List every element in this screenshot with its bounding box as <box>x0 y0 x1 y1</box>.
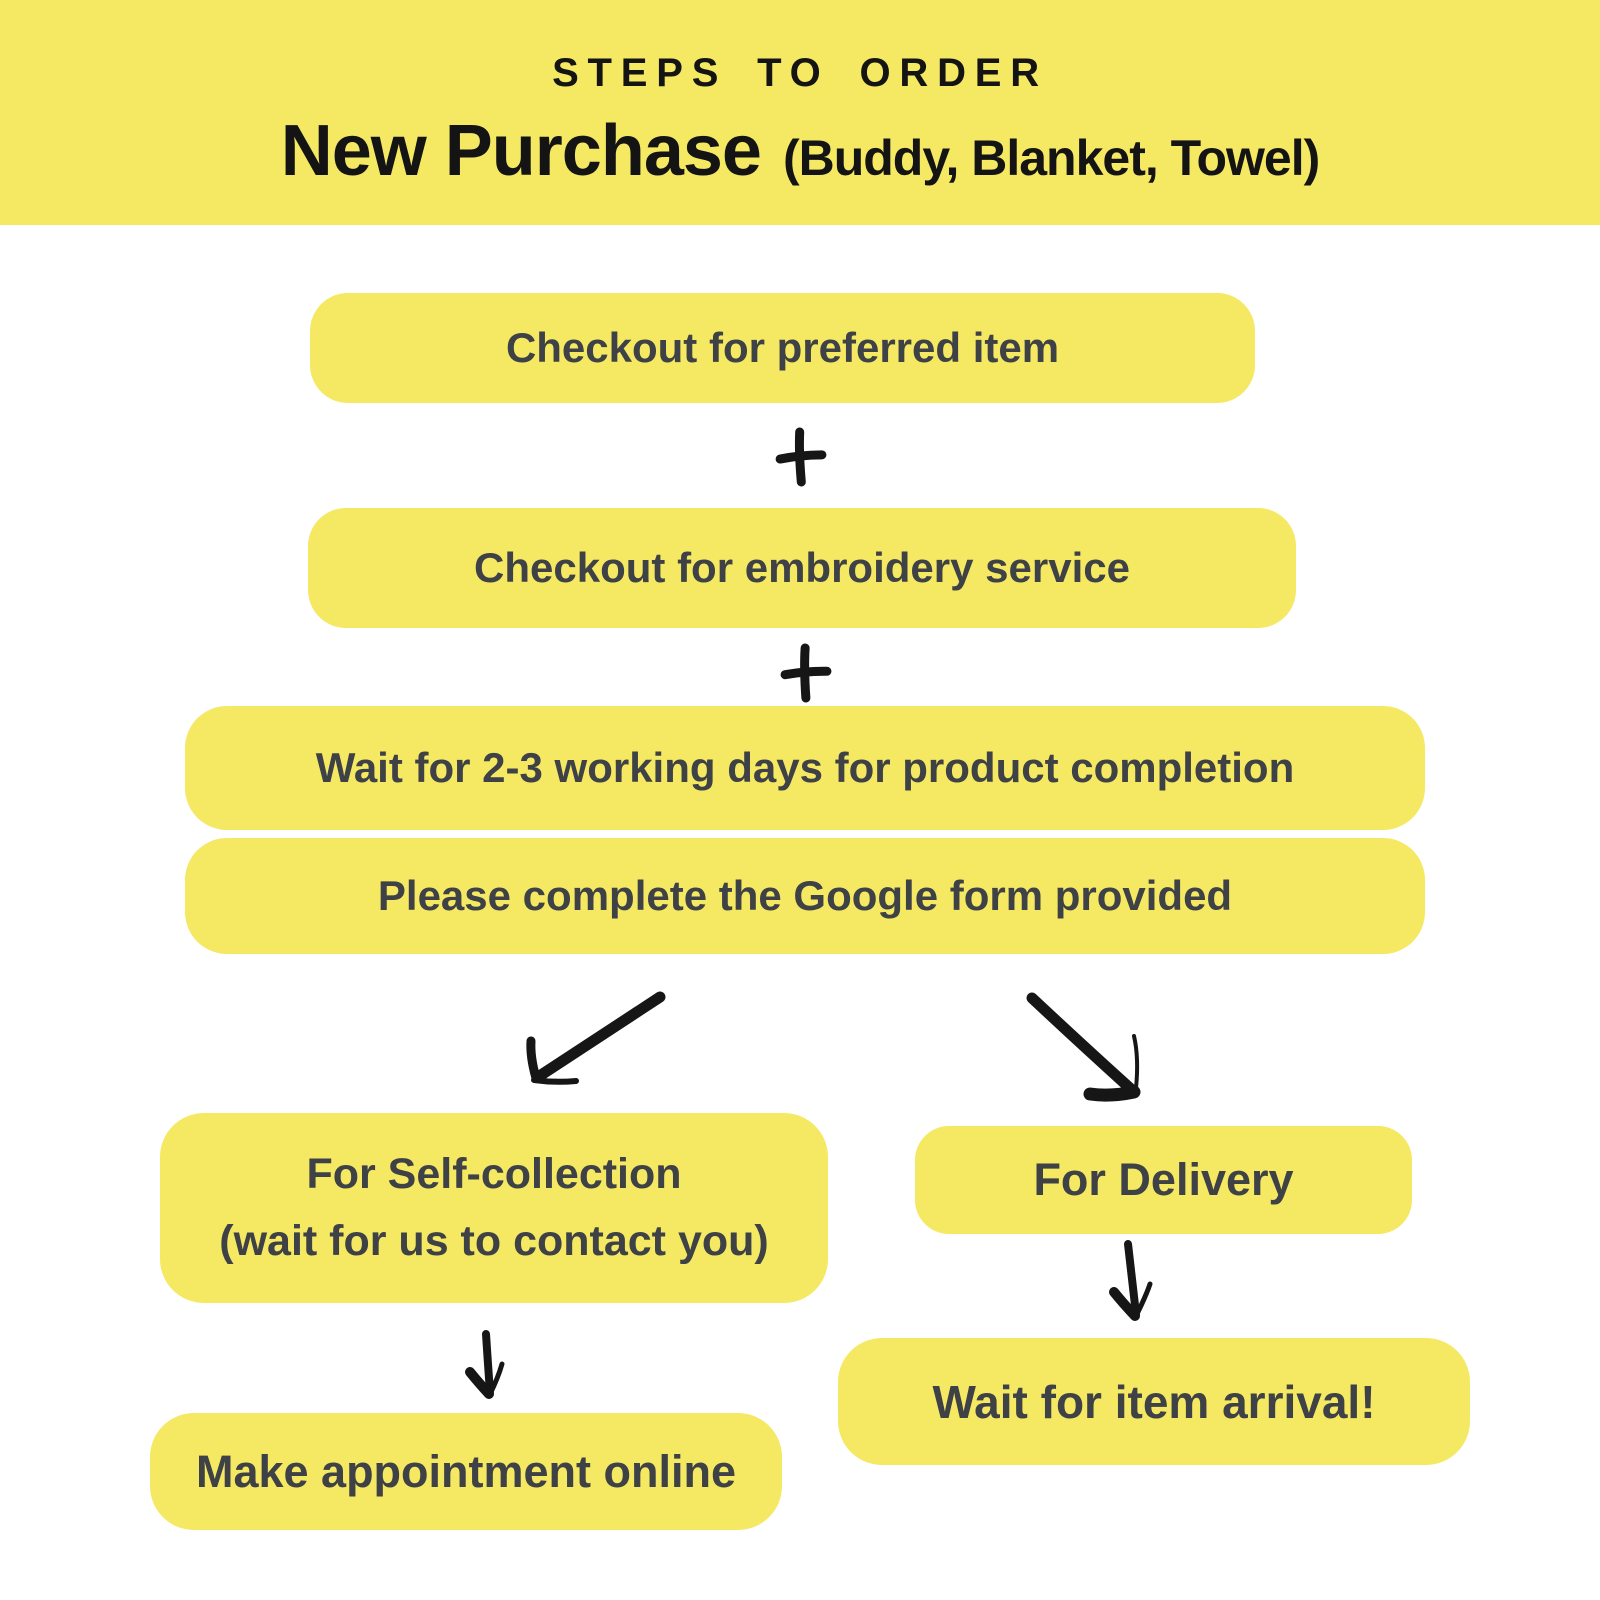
step-box-embroidery-service <box>308 508 1296 628</box>
step-label: Checkout for preferred item <box>505 324 1060 371</box>
branch-title: For Delivery <box>1033 1154 1294 1205</box>
page-title <box>281 110 1320 192</box>
arrow-down-icon <box>1098 1240 1173 1332</box>
branch-title: For Self-collection <box>306 1150 682 1199</box>
branch-box-delivery <box>915 1126 1412 1234</box>
step-label: Wait for 2-3 working days for product completion <box>315 744 1295 791</box>
header-banner <box>0 0 1600 225</box>
step-box-google-form <box>185 838 1425 954</box>
branch-box-self-collection <box>160 1113 828 1303</box>
action-box-make-appointment <box>150 1413 782 1530</box>
step-box-checkout-item <box>310 293 1255 403</box>
title-main: New Purchase <box>280 111 761 191</box>
branch-note: (wait for us to contact you) <box>219 1217 769 1265</box>
action-label: Wait for item arrival! <box>932 1375 1376 1428</box>
action-label: Make appointment online <box>195 1445 737 1497</box>
arrow-down-icon <box>450 1330 520 1408</box>
step-label: Please complete the Google form provided <box>377 872 1233 919</box>
title-subtitle: (Buddy, Blanket, Towel) <box>782 130 1320 186</box>
plus-icon <box>774 639 836 707</box>
step-label: Checkout for embroidery service <box>474 544 1130 591</box>
eyebrow-title: STEPS TO ORDER <box>552 51 1048 95</box>
action-box-wait-arrival <box>838 1338 1470 1465</box>
arrow-down-right-icon <box>1010 988 1180 1106</box>
arrow-down-left-icon <box>500 985 675 1095</box>
plus-icon <box>768 422 831 491</box>
step-box-wait-production <box>185 706 1425 830</box>
